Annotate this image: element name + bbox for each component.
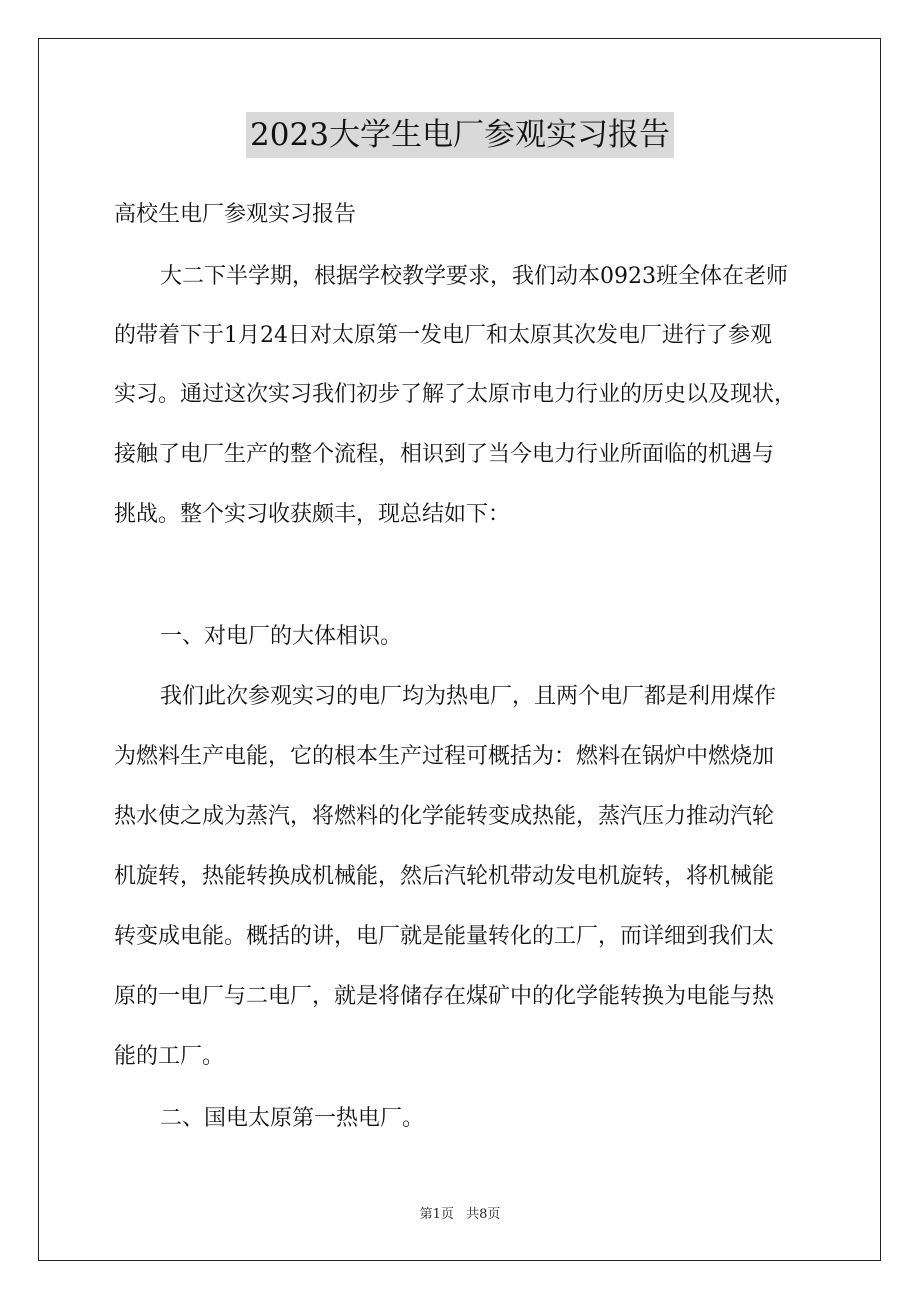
paragraph-line: 的带着下于1月24日对太原第一发电厂和太原其次发电厂进行了参观 (114, 323, 772, 348)
title-container (0, 112, 920, 158)
paragraph-line: 为燃料生产电能，它的根本生产过程可概括为：燃料在锅炉中燃烧加 (114, 744, 775, 769)
paragraph-line: 实习。通过这次实习我们初步了解了太原市电力行业的历史以及现状， (114, 382, 797, 407)
document-title: 2023大学生电厂参观实习报告 (246, 112, 674, 158)
paragraph-line: 热水使之成为蒸汽，将燃料的化学能转变成热能，蒸汽压力推动汽轮 (114, 804, 775, 829)
paragraph-line: 挑战。整个实习收获颇丰，现总结如下： (114, 502, 511, 527)
paragraph-line: 转变成电能。概括的讲，电厂就是能量转化的工厂，而详细到我们太 (114, 924, 775, 949)
paragraph-line: 我们此次参观实习的电厂均为热电厂，且两个电厂都是利用煤作 (160, 684, 777, 709)
paragraph-line: 能的工厂。 (114, 1044, 225, 1069)
paragraph-line: 大二下半学期，根据学校教学要求，我们动本0923班全体在老师 (160, 264, 788, 289)
section-heading: 二、国电太原第一热电厂。 (160, 1106, 425, 1131)
paragraph-line: 接触了电厂生产的整个流程，相识到了当今电力行业所面临的机遇与 (114, 442, 775, 467)
page-footer (0, 1206, 920, 1224)
paragraph-line: 原的一电厂与二电厂，就是将储存在煤矿中的化学能转换为电能与热 (114, 984, 775, 1009)
paragraph-line: 机旋转，热能转换成机械能，然后汽轮机带动发电机旋转，将机械能 (114, 864, 775, 889)
page-total: 共8页 (466, 1207, 501, 1222)
page-number: 第1页 (419, 1207, 454, 1222)
document-subtitle: 高校生电厂参观实习报告 (114, 202, 357, 227)
section-heading: 一、对电厂的大体相识。 (160, 624, 403, 649)
